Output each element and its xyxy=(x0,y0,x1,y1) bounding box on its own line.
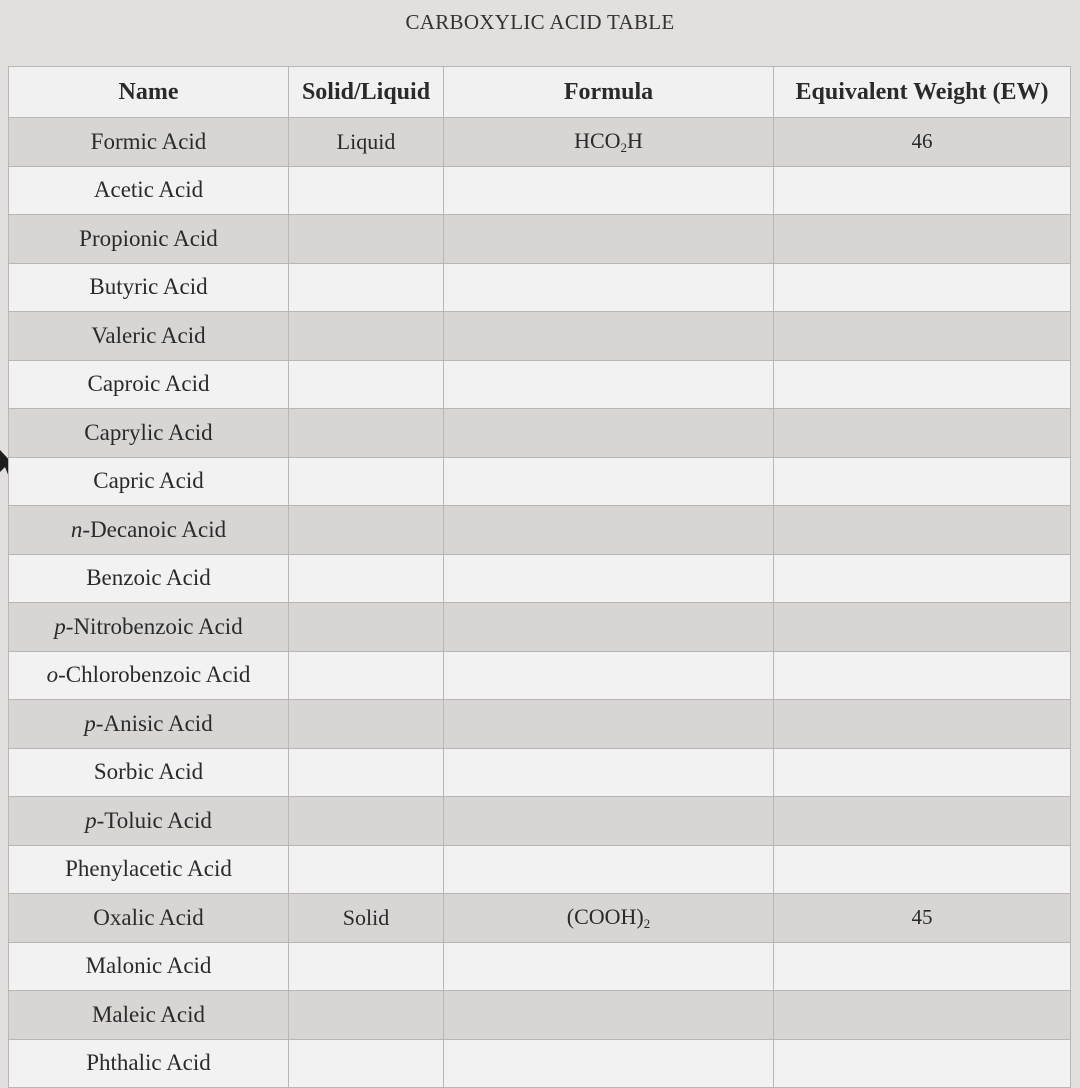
formula-cell xyxy=(444,263,774,312)
equivalent-weight-cell xyxy=(774,991,1071,1040)
formula-cell xyxy=(444,603,774,652)
acid-name: Formic Acid xyxy=(90,128,207,154)
equivalent-weight-cell xyxy=(774,554,1071,603)
formula-cell xyxy=(444,506,774,555)
formula-cell xyxy=(444,118,774,167)
solid-liquid-cell xyxy=(289,409,444,458)
solid-liquid-cell xyxy=(289,457,444,506)
table-row xyxy=(9,603,1071,652)
table-row xyxy=(9,942,1071,991)
acid-name-cell xyxy=(9,603,289,652)
equivalent-weight-cell xyxy=(774,1039,1071,1088)
acid-name: Phenylacetic Acid xyxy=(65,856,232,882)
solid-liquid-cell xyxy=(289,651,444,700)
acid-name: -Decanoic Acid xyxy=(82,516,227,542)
formula-cell xyxy=(444,554,774,603)
formula-cell xyxy=(444,700,774,749)
table-row xyxy=(9,991,1071,1040)
solid-liquid-cell: Solid xyxy=(289,894,444,943)
acid-name-cell xyxy=(9,942,289,991)
acid-name-cell xyxy=(9,651,289,700)
acid-name-prefix: p xyxy=(54,613,66,639)
table-row xyxy=(9,312,1071,361)
header-formula: Formula xyxy=(444,67,774,118)
table-row xyxy=(9,700,1071,749)
equivalent-weight-cell xyxy=(774,409,1071,458)
table-row xyxy=(9,651,1071,700)
solid-liquid-cell xyxy=(289,312,444,361)
header-equivalent-weight: Equivalent Weight (EW) xyxy=(774,67,1071,118)
formula-cell xyxy=(444,166,774,215)
formula-cell xyxy=(444,845,774,894)
acid-name-cell xyxy=(9,700,289,749)
table-row xyxy=(9,118,1071,167)
solid-liquid-cell xyxy=(289,1039,444,1088)
equivalent-weight-cell xyxy=(774,603,1071,652)
acid-name-cell xyxy=(9,263,289,312)
equivalent-weight-cell xyxy=(774,651,1071,700)
acid-name: Capric Acid xyxy=(93,468,204,494)
acid-name: Propionic Acid xyxy=(79,225,218,251)
formula-cell xyxy=(444,942,774,991)
acid-name-cell xyxy=(9,506,289,555)
solid-liquid-cell xyxy=(289,748,444,797)
equivalent-weight-cell xyxy=(774,360,1071,409)
acid-name: Sorbic Acid xyxy=(93,759,204,785)
formula-subscript: 2 xyxy=(620,139,628,155)
acid-name-prefix: n xyxy=(70,516,83,542)
table-row xyxy=(9,797,1071,846)
acid-name-prefix: o xyxy=(46,662,59,688)
equivalent-weight-cell xyxy=(774,215,1071,264)
acid-name: Phthalic Acid xyxy=(86,1050,211,1076)
formula-cell xyxy=(444,991,774,1040)
formula-cell xyxy=(444,1039,774,1088)
formula-subscript: 2 xyxy=(643,915,651,931)
solid-liquid-cell xyxy=(289,991,444,1040)
solid-liquid-cell xyxy=(289,603,444,652)
acid-name: Acetic Acid xyxy=(93,177,204,203)
solid-liquid-cell xyxy=(289,215,444,264)
table-body xyxy=(9,118,1071,1088)
acid-name: Valeric Acid xyxy=(91,322,206,348)
acid-name: -Anisic Acid xyxy=(95,710,213,736)
equivalent-weight-cell: 46 xyxy=(774,118,1071,167)
equivalent-weight-cell xyxy=(774,166,1071,215)
header-solid-liquid: Solid/Liquid xyxy=(289,67,444,118)
table-row xyxy=(9,506,1071,555)
equivalent-weight-cell xyxy=(774,942,1071,991)
table-row xyxy=(9,748,1071,797)
acid-name: -Nitrobenzoic Acid xyxy=(65,613,243,639)
acid-name-cell xyxy=(9,991,289,1040)
table-title: CARBOXYLIC ACID TABLE xyxy=(405,10,675,34)
acid-name-cell xyxy=(9,409,289,458)
equivalent-weight-cell xyxy=(774,263,1071,312)
equivalent-weight-cell xyxy=(774,797,1071,846)
equivalent-weight-cell: 45 xyxy=(774,894,1071,943)
solid-liquid-cell xyxy=(289,942,444,991)
equivalent-weight-cell xyxy=(774,312,1071,361)
acid-name: Oxalic Acid xyxy=(93,904,204,930)
table-row xyxy=(9,1039,1071,1088)
header-row xyxy=(9,67,1071,118)
equivalent-weight-cell xyxy=(774,700,1071,749)
acid-name-cell xyxy=(9,166,289,215)
acid-name-cell xyxy=(9,457,289,506)
acid-name: Caproic Acid xyxy=(87,371,210,397)
acid-name-prefix: p xyxy=(85,807,97,833)
solid-liquid-cell xyxy=(289,700,444,749)
formula-cell xyxy=(444,894,774,943)
acid-name-cell xyxy=(9,894,289,943)
acid-name: Malonic Acid xyxy=(85,953,212,979)
formula-part: H xyxy=(627,127,643,153)
table-row xyxy=(9,263,1071,312)
formula-cell xyxy=(444,312,774,361)
formula-part: (COOH) xyxy=(566,903,644,929)
equivalent-weight-cell xyxy=(774,506,1071,555)
acid-name-cell xyxy=(9,1039,289,1088)
formula-cell xyxy=(444,215,774,264)
acid-name-cell xyxy=(9,797,289,846)
solid-liquid-cell xyxy=(289,263,444,312)
acid-name: Maleic Acid xyxy=(91,1001,206,1027)
formula-cell xyxy=(444,797,774,846)
solid-liquid-cell xyxy=(289,506,444,555)
acid-name: Benzoic Acid xyxy=(86,565,211,591)
table-row xyxy=(9,894,1071,943)
solid-liquid-cell xyxy=(289,166,444,215)
acid-name-cell xyxy=(9,748,289,797)
formula-cell xyxy=(444,409,774,458)
acid-name: Butyric Acid xyxy=(89,274,208,300)
equivalent-weight-cell xyxy=(774,748,1071,797)
acid-name-cell xyxy=(9,845,289,894)
acid-name-cell xyxy=(9,312,289,361)
table-row xyxy=(9,554,1071,603)
formula-cell xyxy=(444,748,774,797)
formula-cell xyxy=(444,457,774,506)
acid-name-prefix: p xyxy=(84,710,96,736)
acid-name-cell xyxy=(9,215,289,264)
solid-liquid-cell xyxy=(289,845,444,894)
formula-cell xyxy=(444,360,774,409)
solid-liquid-cell xyxy=(289,797,444,846)
header-name: Name xyxy=(9,67,289,118)
formula-part: HCO xyxy=(574,127,621,153)
formula-cell xyxy=(444,651,774,700)
table-row xyxy=(9,845,1071,894)
acid-name: -Chlorobenzoic Acid xyxy=(58,662,251,688)
solid-liquid-cell xyxy=(289,360,444,409)
acid-name-cell xyxy=(9,118,289,167)
table-row xyxy=(9,409,1071,458)
equivalent-weight-cell xyxy=(774,457,1071,506)
acid-name-cell xyxy=(9,554,289,603)
table-row xyxy=(9,360,1071,409)
acid-name-cell xyxy=(9,360,289,409)
table-row xyxy=(9,215,1071,264)
carboxylic-acid-table xyxy=(8,66,1071,1088)
acid-name: Caprylic Acid xyxy=(84,419,213,445)
solid-liquid-cell xyxy=(289,554,444,603)
acid-name: -Toluic Acid xyxy=(96,807,212,833)
solid-liquid-cell: Liquid xyxy=(289,118,444,167)
table-row xyxy=(9,166,1071,215)
equivalent-weight-cell xyxy=(774,845,1071,894)
table-row xyxy=(9,457,1071,506)
